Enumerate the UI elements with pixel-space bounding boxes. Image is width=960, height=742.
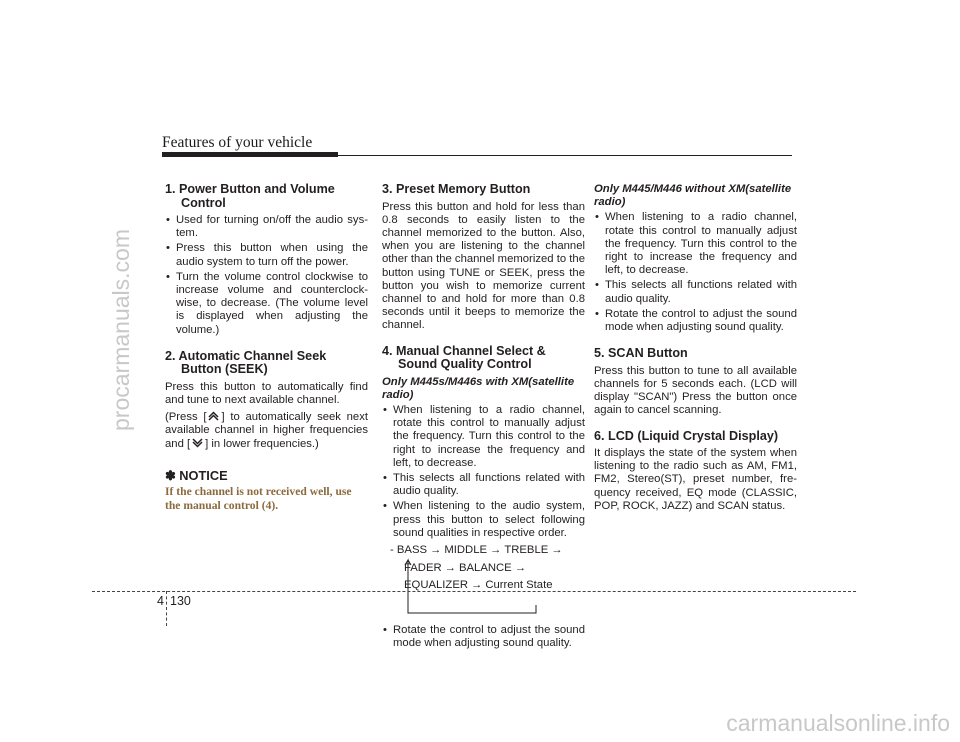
section-4-subheading: Only M445s/M446s with XM(satellite radio) xyxy=(382,375,575,401)
section-3-heading: 3. Preset Memory Button xyxy=(382,182,531,196)
section-2-paragraph-2: (Press [ ] to automatically seek next available channel in higher frequencies and [ ] in lower frequencies.) xyxy=(165,411,368,450)
sound-quality-flow-diagram xyxy=(388,544,585,618)
column-3 xyxy=(594,183,797,517)
flow-middle: MIDDLE xyxy=(444,543,488,556)
flow-balance: BALANCE xyxy=(458,561,512,574)
section-1-heading: 1. Power Button and Volume Control xyxy=(165,182,335,210)
flow-treble: TREBLE xyxy=(504,543,549,556)
list-item: • When listening to the audio system, press this button to select following sound qualities in respective order. xyxy=(382,500,585,540)
arrow-icon: → xyxy=(471,578,483,591)
section-4b-subheading: Only M445/M446 without XM(satellite radio) xyxy=(594,183,792,209)
section-5-paragraph: Press this button to tune to all available channels for 5 seconds each. (LCD will display "SCAN") Press the button once again to cancel scanning. xyxy=(594,364,797,417)
flow-equalizer: EQUALIZER xyxy=(404,578,469,591)
section-6-heading: 6. LCD (Liquid Crystal Display) xyxy=(594,428,779,443)
list-item: • Press this button when using the audio system to turn off the power. xyxy=(165,242,368,268)
bottom-watermark: carmanualsonline.info xyxy=(726,710,950,736)
list-item: • This selects all functions related with audio quality. xyxy=(382,472,585,498)
flow-bass: - BASS xyxy=(390,543,428,556)
notice-body: If the channel is not received well, use the manual control (4). xyxy=(165,485,352,512)
arrow-icon: → xyxy=(551,543,563,556)
section-4-list-2 xyxy=(382,624,585,650)
list-item: • When listening to a radio channel, rotate this control to manually adjust the frequency. Turn this control to the right to increase the frequency and left, to decrease. xyxy=(382,404,585,470)
arrow-icon: → xyxy=(430,543,442,556)
list-item: • When listening to a radio channel, rotate this control to manually adjust the frequency. Turn this control to the right to increase the frequency and left, to decrease. xyxy=(594,211,797,277)
footer-divider xyxy=(92,591,856,592)
arrow-icon: → xyxy=(490,543,502,556)
page-number: 130 xyxy=(170,594,191,608)
footer-vertical-divider xyxy=(166,591,167,626)
flow-row-2 xyxy=(404,562,529,575)
notice-heading: ✽ NOTICE xyxy=(165,467,228,483)
section-number: 4 xyxy=(157,594,164,608)
section-1-list xyxy=(165,214,368,337)
list-item: • Rotate the control to adjust the sound mode when adjusting sound quality. xyxy=(382,624,585,650)
header-bar xyxy=(162,152,338,157)
seek-down-icon xyxy=(192,438,203,448)
section-4-heading: 4. Manual Channel Select & Sound Quality Control xyxy=(382,343,546,372)
arrow-icon: → xyxy=(444,561,456,574)
list-item: • Used for turning on/off the audio sys-tem. xyxy=(165,214,368,240)
section-4b-list xyxy=(594,211,797,334)
flow-current-state: Current State xyxy=(485,578,553,591)
column-1 xyxy=(165,183,368,512)
list-item: • This selects all functions related with audio quality. xyxy=(594,279,797,305)
arrow-icon: → xyxy=(514,561,527,574)
section-5-heading: 5. SCAN Button xyxy=(594,346,688,361)
header-rule xyxy=(338,155,792,156)
section-2-paragraph: Press this button to automatically find and tune to next available channel. xyxy=(165,380,368,407)
section-3-paragraph: Press this button and hold for less than 0.8 seconds to easily listen to the channel memorized to the button. Also, when you are listening to the channel other than the channel memorized to the button using TUNE or SEEK, press the button you wish to memorize current channel to and hold for more than 0.8 seconds until it beeps to memorize the channel. xyxy=(382,200,585,332)
section-6-paragraph: It displays the state of the system when listening to the radio such as AM, FM1, FM2, Stereo(ST), preset number, fre-quency received, EQ mode (CLASSIC, POP, ROCK, JAZZ) and SCAN status. xyxy=(594,447,797,512)
flow-fader: FADER xyxy=(404,561,442,574)
flow-row-1 xyxy=(390,544,566,557)
section-4-list xyxy=(382,404,585,540)
list-item: • Rotate the control to adjust the sound mode when adjusting sound quality. xyxy=(594,308,797,334)
page-header-title: Features of your vehicle xyxy=(162,134,313,151)
side-watermark: procarmanuals.com xyxy=(108,229,134,431)
seek-up-icon xyxy=(208,411,219,421)
section-2-heading: 2. Automatic Channel Seek Button (SEEK) xyxy=(165,348,327,377)
list-item: • Turn the volume control clockwise to increase volume and counterclock-wise, to decrease. (The volume level is displayed when adjusting the volume.) xyxy=(165,271,368,337)
